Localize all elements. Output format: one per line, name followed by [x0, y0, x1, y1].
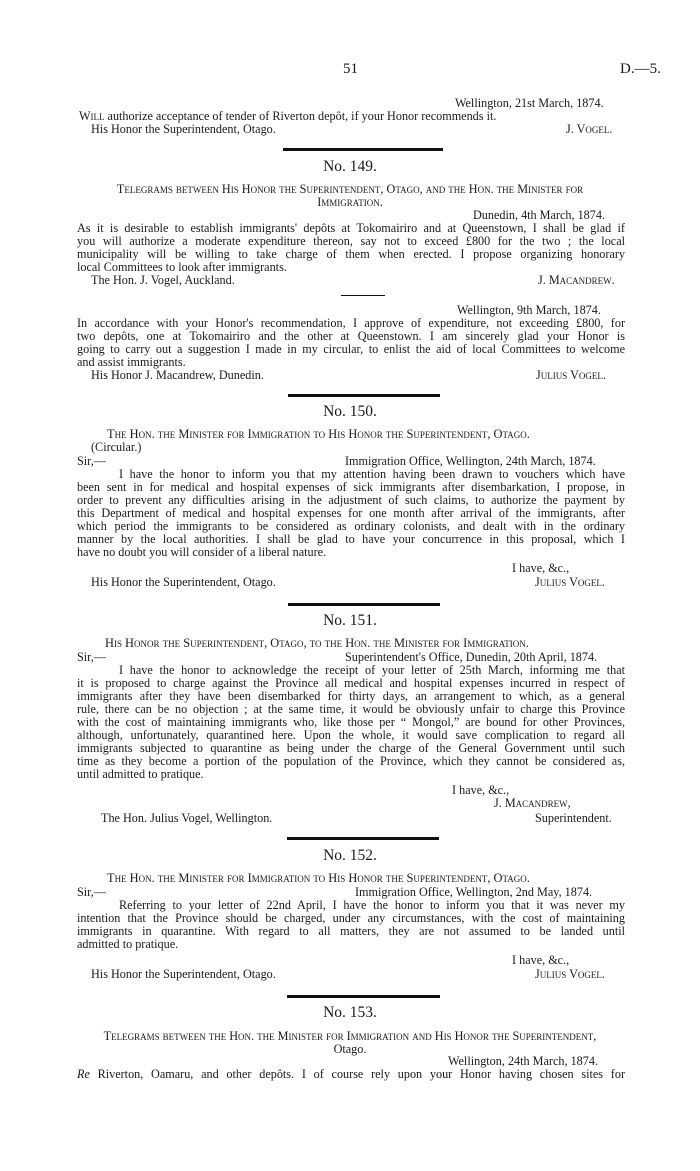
- no151-body-line: immigrants after they have been disembarked for thirty days, an arrangement to which, as a general: [77, 689, 625, 703]
- no150-body-line: been sent in for medical and hospital expenses of sick immigrants after disembarkation, I propose, in: [77, 480, 625, 494]
- no152-addressee: His Honor the Superintendent, Otago.: [91, 967, 276, 981]
- no153-body-line: [77, 1068, 625, 1081]
- no149-msg1-line: you will authorize a moderate expenditure thereon, say not to exceed £800 for the two ; the local: [77, 234, 625, 248]
- no150-heading: [107, 428, 530, 441]
- no153-body-line-rest: Riverton, Oamaru, and other depôts. I of course rely upon your Honor having chosen sites for: [89, 1067, 625, 1081]
- intro-signature: J. Vogel.: [566, 122, 613, 136]
- no153-heading-line2: Otago.: [333, 1042, 367, 1056]
- no151-body-line: time as they become a portion of the population of the Province, which they cannot be considered as,: [77, 754, 625, 768]
- section-divider: [288, 394, 440, 397]
- no150-body-line: have no doubt you will consider of a liberal nature.: [77, 545, 327, 559]
- no151-signature: J. Macandrew,: [494, 796, 571, 810]
- no149-msg1-date: Dunedin, 4th March, 1874.: [473, 208, 606, 222]
- telegram-divider: [341, 295, 385, 296]
- no151-body-line: although, unfortunately, quarantined here. Upon the whole, it would save complication to regard all: [77, 728, 625, 742]
- section-divider: [287, 995, 440, 998]
- no150-place-date: Immigration Office, Wellington, 24th March, 1874.: [345, 454, 596, 468]
- no150-signature: Julius Vogel.: [535, 575, 605, 589]
- no149-msg2-line: going to carry out a suggestion I made in my circular, to enlist the aid of local Committees to welcome: [77, 342, 625, 356]
- intro-date: Wellington, 21st March, 1874.: [455, 96, 604, 110]
- no151-body-line: rule, there can be no objection ; at the same time, it would be obviously unfair to charge this Province: [77, 702, 625, 716]
- no152-salutation: Sir,—: [77, 885, 106, 899]
- intro-body-rest: authorize acceptance of tender of Riverton depôt, if your Honor recommends it.: [104, 109, 497, 123]
- no151-salutation: Sir,—: [77, 650, 106, 664]
- no150-body-line: manner by the local authorities. I shall be glad to have your concurrence in this proposal, which I: [77, 532, 625, 546]
- no153-re: Re: [77, 1067, 90, 1081]
- no151-body-line: until admitted to pratique.: [77, 767, 204, 781]
- no149-msg2-date: Wellington, 9th March, 1874.: [457, 303, 601, 317]
- no150-body-line: which period the immigrants to be considered as ordinary colonists, and dealt with in the ordinary: [77, 519, 625, 533]
- no149-msg2-line: In accordance with your Honor's recommendation, I approve of expenditure, not exceeding £800, for: [77, 316, 625, 330]
- no152-body-line: immigrants in quarantine. With regard to all matters, they are not assumed to be landed until: [77, 924, 625, 938]
- section-divider: [287, 837, 439, 840]
- no149-msg1-line: As it is desirable to establish immigrants' depôts at Tokomairiro and at Queenstown, I shall be glad if: [77, 221, 625, 235]
- no152-place-date: Immigration Office, Wellington, 2nd May, 1874.: [355, 885, 593, 899]
- no151-body-line: it is proposed to charge against the Province all medical and hospital expenses incurred in respect of: [77, 676, 625, 690]
- no149-msg2-line: two depôts, one at Tokomairiro and the other at Queenstown. I am sincerely glad your Honor is: [77, 329, 625, 343]
- no150-salutation: Sir,—: [77, 454, 106, 468]
- no149-msg2-addressee: His Honor J. Macandrew, Dunedin.: [91, 368, 264, 382]
- no150-body-line: I have the honor to inform you that my attention having been drawn to vouchers which have: [119, 467, 625, 481]
- section-number-149: No. 149.: [323, 158, 377, 175]
- no149-heading-line1: Telegrams between His Honor the Superintendent, Otago, and the Hon. the Minister for: [116, 182, 584, 196]
- no152-signature: Julius Vogel.: [535, 967, 605, 981]
- no149-msg2-signature: Julius Vogel.: [536, 368, 606, 382]
- no149-msg2-line: and assist immigrants.: [77, 355, 186, 369]
- document-reference: D.—5.: [620, 61, 661, 77]
- no151-body-line: I have the honor to acknowledge the receipt of your letter of 25th March, informing me that: [119, 663, 625, 677]
- no151-closing: I have, &c.,: [452, 783, 510, 797]
- no151-body-line: with the cost of maintaining immigrants who, like those per “ Mongol,” are bound for other Provinces,: [77, 715, 625, 729]
- no149-msg1-signature: J. Macandrew.: [538, 273, 615, 287]
- section-number-152: No. 152.: [323, 847, 377, 864]
- no151-addressee: The Hon. Julius Vogel, Wellington.: [101, 811, 273, 825]
- no150-closing: I have, &c.,: [512, 561, 570, 575]
- intro-addressee: His Honor the Superintendent, Otago.: [91, 122, 276, 136]
- no150-circular: (Circular.): [91, 440, 142, 454]
- no150-body-line: this Department of medical and hospital expenses for one month after arrival of the immigrants, after: [77, 506, 625, 520]
- no150-heading-text: The Hon. the Minister for Immigration to His Honor the Superintendent, Otago.: [107, 427, 530, 441]
- page-number: 51: [343, 61, 358, 77]
- section-number-150: No. 150.: [323, 403, 377, 420]
- section-divider: [283, 148, 443, 151]
- no153-date: Wellington, 24th March, 1874.: [448, 1054, 598, 1068]
- no149-msg1-line: local Committees to look after immigrants.: [77, 260, 287, 274]
- no151-heading: His Honor the Superintendent, Otago, to the Hon. the Minister for Immigration.: [105, 636, 529, 650]
- no151-body-line: immigrants subjected to quarantine as being under the charge of the General Government until such: [77, 741, 625, 755]
- no152-heading: The Hon. the Minister for Immigration to His Honor the Superintendent, Otago.: [107, 871, 530, 885]
- no149-heading-line2: Immigration.: [317, 195, 383, 209]
- no149-msg1-addressee: The Hon. J. Vogel, Auckland.: [91, 273, 235, 287]
- no150-addressee: His Honor the Superintendent, Otago.: [91, 575, 276, 589]
- no152-body-line: intention that the Province should be charged, under any circumstances, with the cost of maintaining: [77, 911, 625, 925]
- section-divider: [288, 603, 440, 606]
- no152-body-line: admitted to pratique.: [77, 937, 179, 951]
- no149-msg1-line: municipality will be willing to take charge of them when erected. I propose organizing honorary: [77, 247, 625, 261]
- section-number-151: No. 151.: [323, 612, 377, 629]
- no151-place-date: Superintendent's Office, Dunedin, 20th April, 1874.: [345, 650, 598, 664]
- no150-body-line: order to prevent any difficulties arising in the adjustment of such claims, to authorize the payment by: [77, 493, 625, 507]
- intro-body-first: Will: [79, 109, 105, 123]
- no152-closing: I have, &c.,: [512, 953, 570, 967]
- no152-body-line: Referring to your letter of 22nd April, I have the honor to inform you that it was never my: [119, 898, 625, 912]
- section-number-153: No. 153.: [323, 1004, 377, 1021]
- no153-heading-line1: Telegrams between the Hon. the Minister for Immigration and His Honor the Superintendent,: [103, 1029, 597, 1043]
- no151-signatory-title: Superintendent.: [535, 811, 612, 825]
